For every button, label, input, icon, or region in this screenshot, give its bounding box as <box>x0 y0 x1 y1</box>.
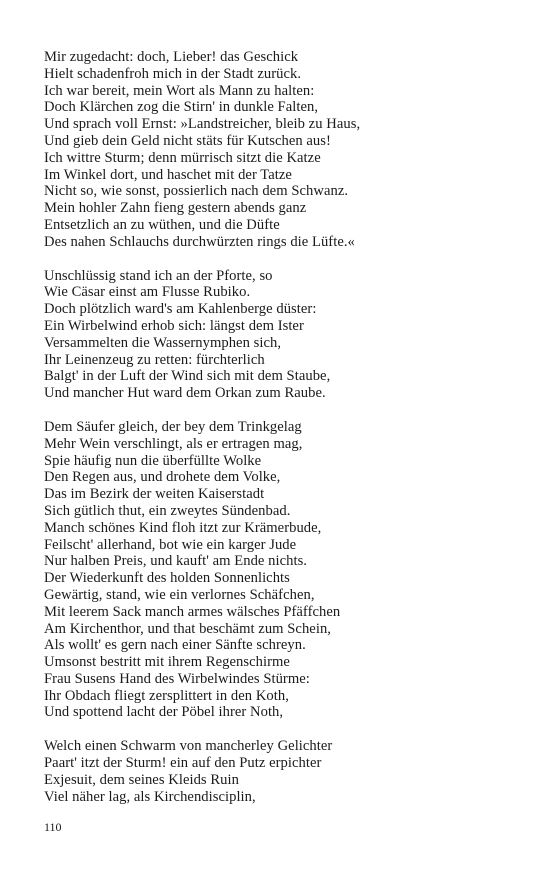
verse-line: Entsetzlich an zu wüthen, und die Düfte <box>44 216 280 233</box>
verse-line: Paart' itzt der Sturm! ein auf den Putz erpichter <box>44 755 322 772</box>
verse-line: Manch schönes Kind floh itzt zur Krämerbude, <box>44 519 322 536</box>
verse-line: Den Regen aus, und drohete dem Volke, <box>44 469 281 486</box>
stanza-4 <box>44 738 524 805</box>
verse-line: Und spottend lacht der Pöbel ihrer Noth, <box>44 704 284 721</box>
verse-line: Als wollt' es gern nach einer Sänfte schreyn. <box>44 637 306 654</box>
verse-line: Ich war bereit, mein Wort als Mann zu halten: <box>44 82 315 99</box>
verse-line: Ich wittre Sturm; denn mürrisch sitzt die Katze <box>44 149 321 166</box>
verse-line: Das im Bezirk der weiten Kaiserstadt <box>44 486 265 503</box>
verse-line: Und gieb dein Geld nicht stäts für Kutschen aus! <box>44 132 331 149</box>
stanza-2 <box>44 268 524 402</box>
verse-line: Ein Wirbelwind erhob sich: längst dem Ister <box>44 317 304 334</box>
verse-line: Balgt' in der Luft der Wind sich mit dem Staube, <box>44 368 331 385</box>
verse-line: Dem Säufer gleich, der bey dem Trinkgelag <box>44 418 302 435</box>
verse-line: Umsonst bestritt mit ihrem Regenschirme <box>44 654 290 671</box>
poem-text <box>44 49 524 822</box>
verse-line: Und sprach voll Ernst: »Landstreicher, bleib zu Haus, <box>44 116 361 133</box>
verse-line: Ihr Leinenzeug zu retten: fürchterlich <box>44 351 265 368</box>
verse-line: Doch Klärchen zog die Stirn' in dunkle Falten, <box>44 99 319 116</box>
verse-line: Versammelten die Wassernymphen sich, <box>44 334 282 351</box>
verse-line: Mit leerem Sack manch armes wälsches Pfäffchen <box>44 603 341 620</box>
verse-line: Im Winkel dort, und haschet mit der Tatze <box>44 166 292 183</box>
verse-line: Der Wiederkunft des holden Sonnenlichts <box>44 570 290 587</box>
verse-line: Doch plötzlich ward's am Kahlenberge düster: <box>44 301 317 318</box>
verse-line: Gewärtig, stand, wie ein verlornes Schäfchen, <box>44 586 315 603</box>
verse-line: Hielt schadenfroh mich in der Stadt zurück. <box>44 65 302 82</box>
verse-line: Mein hohler Zahn fieng gestern abends ganz <box>44 200 307 217</box>
verse-line: Welch einen Schwarm von mancherley Gelichter <box>44 738 333 755</box>
verse-line: Des nahen Schlauchs durchwürzten rings die Lüfte.« <box>44 233 355 250</box>
verse-line: Nur halben Preis, und kauft' am Ende nichts. <box>44 553 307 570</box>
stanza-1 <box>44 49 524 251</box>
verse-line: Am Kirchenthor, und that beschämt zum Schein, <box>44 620 331 637</box>
verse-line: Mir zugedacht: doch, Lieber! das Geschick <box>44 49 299 65</box>
verse-line: Sich gütlich thut, ein zweytes Sündenbad. <box>44 502 291 519</box>
verse-line: Wie Cäsar einst am Flusse Rubiko. <box>44 284 251 301</box>
verse-line: Mehr Wein verschlingt, als er ertragen mag, <box>44 435 303 452</box>
verse-line: Und mancher Hut ward dem Orkan zum Raube. <box>44 385 326 402</box>
verse-line: Feilscht' allerhand, bot wie ein karger Jude <box>44 536 297 553</box>
verse-line: Exjesuit, dem seines Kleids Ruin <box>44 771 239 788</box>
verse-line: Unschlüssig stand ich an der Pforte, so <box>44 267 273 284</box>
stanza-3 <box>44 419 524 721</box>
verse-line: Nicht so, wie sonst, possierlich nach dem Schwanz. <box>44 183 349 200</box>
verse-line: Ihr Obdach fliegt zersplittert in den Koth, <box>44 687 289 704</box>
verse-line: Viel näher lag, als Kirchendisciplin, <box>44 788 256 805</box>
verse-line: Frau Susens Hand des Wirbelwindes Stürme: <box>44 670 310 687</box>
verse-line: Spie häufig nun die überfüllte Wolke <box>44 452 262 469</box>
page-number: 110 <box>44 820 62 834</box>
